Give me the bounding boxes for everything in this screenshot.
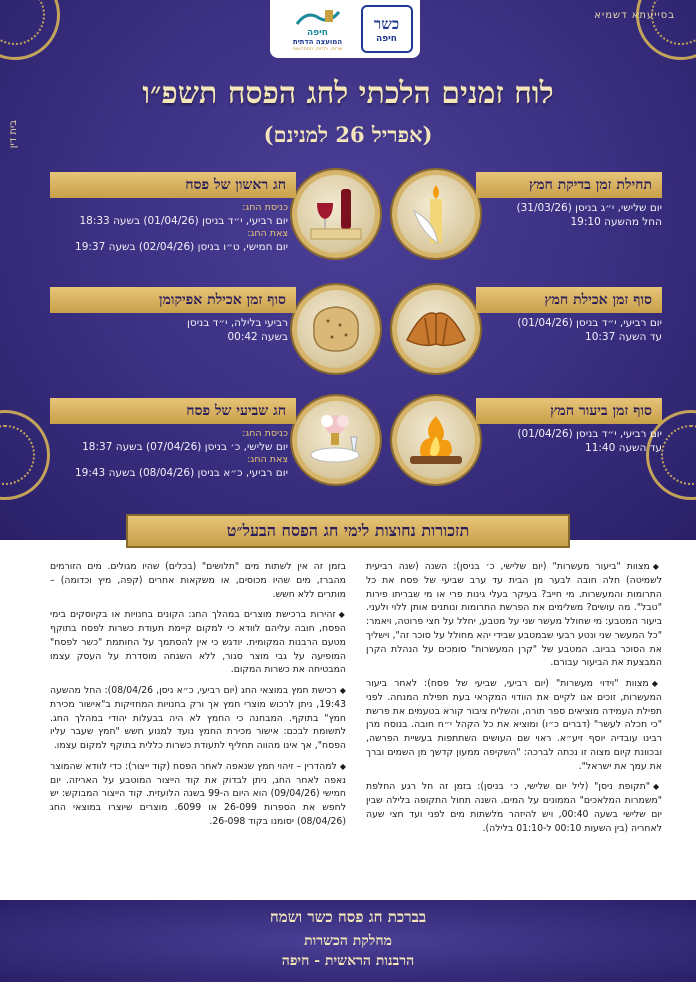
page-title: לוח זמנים הלכתי לחג הפסח תשפ״ו <box>142 76 554 111</box>
diamond-bullet-icon: ◆ <box>653 782 663 792</box>
diamond-bullet-icon: ◆ <box>338 610 346 620</box>
card-details <box>187 317 288 345</box>
reminder-text: למהדרין – זיהוי חמץ שנאפה לאחר הפסח (קוד ייצור): כדי לוודא שהמוצר נאפה לאחר החג, ניתן לבדוק את קוד הייצור המוטבע על האריזה. יום חמישי (09/04/26) הוא היום ה-99 בשנה הלועזית. קוד הייצור המבוקש: יש לחפש את הספרות 26-099 או 6099. מוצרים שיוצרו במוצאי החג (08/04/26) יסומנו בקוד 26-098. <box>50 760 346 827</box>
footer-rabbinate: הרבנות הראשית - חיפה <box>281 953 415 969</box>
religious-council-logo <box>278 5 358 53</box>
card-time: עד השעה 10:37 <box>585 330 662 343</box>
matzah-icon <box>292 285 380 373</box>
reminders-title: תזכורות נחוצות לימי חג הפסח הבעל״ט <box>126 514 570 548</box>
card-details <box>516 202 662 230</box>
reminder-paragraph <box>366 780 662 835</box>
reminder-text: מצוות "וידוי מעשרות" (יום רביעי, שביעי של פסח): לאחר ביעור המעשרות, זוכים אנו לקיים את הוודוי המקראי בעת תפילת המנחה. לפני תפילת העמידה מוציאים ספר תורה, והשליח ציבור קורא בטעמים את פרשת "כי תכלה לעשר" (דברים כ״ו) ומוציא את כל הקהל י״ח חובה. בנוסח מרן רבינו עובדיה יוסף זיע״א. ראוי שם העושים השתתפות בעשיית הפרשה, ובכוונת קיום מצוה זו נכתה לברכה: "השקיפה ממעון קדשך מן השמים וברך את עמך את ישראל". <box>366 678 662 772</box>
candle-feather-icon <box>392 170 480 258</box>
card-details <box>517 317 662 345</box>
card-afikoman <box>50 285 380 385</box>
fire-icon <box>392 396 480 484</box>
council-logo-city: חיפה <box>307 28 328 38</box>
card-details <box>75 202 288 255</box>
reminder-paragraph <box>50 760 346 829</box>
reminder-paragraph <box>366 677 662 773</box>
wave-icon <box>295 6 341 28</box>
card-title: סוף זמן אכילת חמץ <box>476 287 662 313</box>
card-time: עד השעה 11:40 <box>585 441 662 454</box>
reminder-text: זהירות ברכישת מוצרים במהלך החג: הקונים בחנויות או בקיוסקים בימי הפסח, חובה עליהם לוודא כי למקום קיימת תעודת כשרות לפסח בתוקף מטעם הרבנות המקומית. יודגש כי אין להסתמך על החותמת "כשר לפסח" המופיעה על גבי מוצר סגור, ללא השגחה מוסדרת על העסק עצמו המבטיחה את כשרות המקום. <box>50 609 346 676</box>
entry-label: כניסת החג: <box>242 428 288 439</box>
exit-time: יום רביעי, כ״א בניסן (08/04/26) בשעה 19:43 <box>74 466 288 479</box>
council-logo-name: המועצה הדתית <box>292 38 343 46</box>
reminders-right-column <box>366 560 662 842</box>
reminder-text: רכישת חמץ במוצאי החג (יום רביעי, כ״א ניסן, 08/04/26): החל מהשעה 19:43, ניתן לרכוש מוצרי חמץ אך ורק בחנויות המחזיקות ב"אישור מכירת חמץ" בתוקף. המבחנה כי החמץ לא היה בבעלות יהודי במהלך החג. לתשומת לבכם: אישור מכירת החמץ נועד למנוע חשש "חמץ שעבר עליו הפסח", אך אינו מהווה תחליף לתעודת כשרות כללית בתוקף למקום עצמו. <box>50 685 346 751</box>
diamond-bullet-icon: ◆ <box>339 761 347 771</box>
card-time: בשעה 00:42 <box>227 330 288 343</box>
logo-strip <box>270 0 420 58</box>
card-rishon <box>50 170 380 280</box>
reminder-text: מצוות "ביעור מעשרות" (יום שלישי, כ׳ בניסן): השנה (שנה רביעית לשמיטה) חלה חובה לבער מן הבית עד ערב שביעי של פסח את כל התרומות והמעשרות. מי חייב? בעיקר בעלי גינות פרי או מי שבריתו פירות "טבל". מה עושים? משלימים את הפרשת התרומות ונותנים אותן ללוי ולעני. ביעור המטבע: מי שחולל מעשר שני על מטבע, יחלל על חצי פרוטה, ויאמר: "כל המעשר שני ונטע רבעי שבמטבע שבידי יהא מחולל על סוכר זה", וישליך את הסוכר בביוב. המטבע של "קרן המעשרות" סומכים על הנהלת הקרן המבצעת את הביעור עבורם. <box>366 561 662 669</box>
diamond-bullet-icon: ◆ <box>339 686 346 695</box>
kosher-logo-text: כשר <box>373 14 400 33</box>
footer-department: מחלקת הכשרות <box>304 933 392 949</box>
card-time: החל מהשעה 19:10 <box>570 215 662 228</box>
bsd-tag: בסייעתא דשמיא <box>594 10 675 21</box>
reminder-paragraph <box>50 608 346 677</box>
reminder-paragraph <box>50 684 346 753</box>
page-subtitle: (אפריל 26 למנינם) <box>263 122 433 147</box>
card-title: חג שביעי של פסח <box>50 398 296 424</box>
reminder-paragraph <box>366 560 662 670</box>
wine-matzah-icon <box>292 170 380 258</box>
exit-label: צאת החג: <box>247 228 288 240</box>
card-achila <box>392 285 662 385</box>
card-title: תחילת זמן בדיקת חמץ <box>476 172 662 198</box>
card-date: יום שלישי, י״ג בניסן (31/03/26) <box>516 202 662 214</box>
reminders-section <box>0 540 696 900</box>
entry-time: יום שלישי, כ׳ בניסן (07/04/26) בשעה 18:37 <box>82 440 288 453</box>
card-shvii <box>50 396 380 506</box>
table-setting-icon <box>292 396 380 484</box>
card-details <box>517 428 662 456</box>
croissant-icon <box>392 285 480 373</box>
card-title: סוף זמן ביעור חמץ <box>476 398 662 424</box>
entry-time: יום רביעי, י״ד בניסן (01/04/26) בשעה 18:33 <box>79 214 288 227</box>
exit-label: צאת החג: <box>247 454 288 466</box>
card-date: יום רביעי, י״ד בניסן (01/04/26) <box>517 317 662 329</box>
card-title: סוף זמן אכילת אפיקומן <box>50 287 296 313</box>
diamond-bullet-icon: ◆ <box>651 679 663 688</box>
card-bdika <box>392 170 662 270</box>
card-title: חג ראשון של פסח <box>50 172 296 198</box>
reminders-left-column <box>50 560 346 836</box>
exit-time: יום חמישי, ט״ו בניסן (02/04/26) בשעה 19:37 <box>75 240 288 253</box>
reminder-text: "תקופת ניסן" (ליל יום שלישי, כ׳ בניסן): בזמן זה חל רגע החלפת "משמרות המלאכים" הממונים על המים. השנה תחול התקופה בלילה שבין יום שלישי בשעה 00:40, ויש להיזהר מלשתות מים לפני ועד חצי שעה לאחריה (בין השעות 00:10 ל-01:10 בלילה). <box>366 781 662 834</box>
side-tag: בית דין <box>8 120 19 149</box>
footer-greeting: בברכת חג פסח כשר ושמח <box>269 908 427 926</box>
card-date: יום רביעי, י״ד בניסן (01/04/26) <box>517 428 662 440</box>
entry-label: כניסת החג: <box>242 202 288 213</box>
card-biur <box>392 396 662 496</box>
kosher-logo-city: חיפה <box>376 33 397 44</box>
council-logo-slogan: שרות, יהדות, התחדשות <box>292 46 343 52</box>
diamond-bullet-icon: ◆ <box>652 562 662 571</box>
reminder-text: בזמן זה אין לשתות מים "תלושים" (בכלים) שהיו מגולים. מים הזורמים מהברז, מים שהיו מכוסים, או משקאות אחרים (קפה, מיץ וכדומה) – מותרים ללא חשש. <box>50 561 346 600</box>
footer <box>0 900 696 982</box>
kosher-logo <box>361 5 413 53</box>
card-date: רביעי בלילה, י״ד בניסן <box>187 317 288 329</box>
card-details <box>75 428 288 481</box>
reminder-paragraph <box>50 560 346 601</box>
